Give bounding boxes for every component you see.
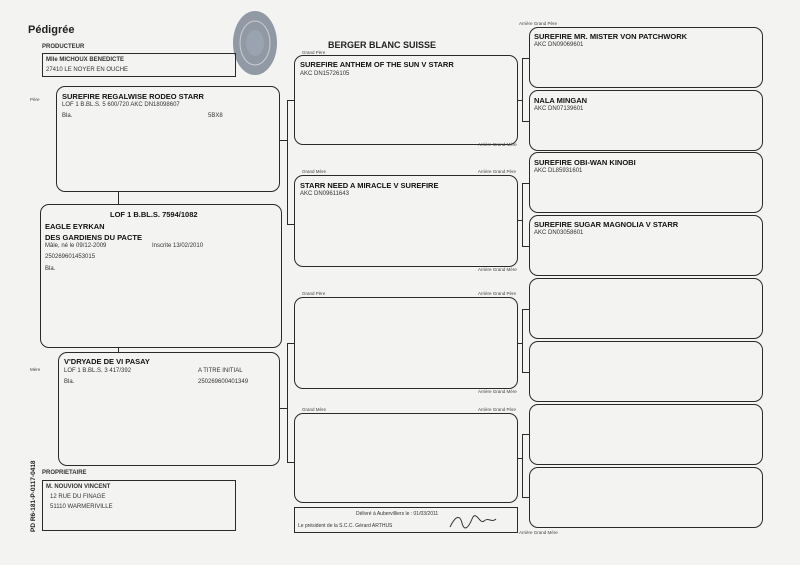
great-grandparent-box-7 [529,404,763,465]
dam-label: Mère [30,367,41,372]
dog-kennel: DES GARDIENS DU PACTE [45,233,142,242]
connector [522,309,523,373]
great-grandparent-box-8 [529,467,763,528]
breed-title: BERGER BLANC SUISSE [328,40,437,50]
dog-lof: LOF 1 B.BL.S. 7594/1082 [110,210,198,219]
ggp3-name: SUREFIRE OBI-WAN KINOBI [534,158,636,167]
connector [522,309,529,310]
gp1-footer: Arrière Grand Mère [478,142,517,147]
producer-name: Mlle MICHOUX BENEDICTE [46,57,125,63]
gp2-reg: AKC DN09611643 [300,191,349,197]
gp4-label: Grand Mère [302,407,327,412]
delivery-text: Délivré à Aubervilliers le : 01/03/2011 [356,511,439,517]
grandparent-box-4 [294,413,518,503]
sire-color: Bla. [62,113,73,119]
connector [522,183,529,184]
gp2-name: STARR NEED A MIRACLE V SUREFIRE [300,181,439,190]
producer-address: 27410 LE NOYER EN OUCHE [46,67,129,73]
great-grandparent-box-6 [529,341,763,402]
connector [522,434,523,498]
gp1-name: SUREFIRE ANTHEM OF THE SUN V STARR [300,60,454,69]
great-grandparent-box-5 [529,278,763,339]
connector [522,246,529,247]
dog-birth: Mâle, né le 09/12-2009 [45,243,107,249]
connector [287,343,288,463]
connector [287,462,294,463]
sire-code: 5BX8 [208,113,223,119]
official-seal-icon [230,8,280,78]
signature-icon [448,513,498,531]
gp2-footer: Arrière Grand Mère [478,267,517,272]
connector [522,58,529,59]
sire-label: Père [30,97,40,102]
ggp1-name: SUREFIRE MR. MISTER VON PATCHWORK [534,32,688,41]
sire-registration: LOF 1 B.BL.S. 5 600/720 AKC DN18098607 [62,102,180,108]
connector [522,434,529,435]
connector [287,100,288,224]
connector [118,192,119,204]
dog-chip: 250269601453015 [45,254,96,260]
connector [287,224,294,225]
gp1-label: Grand Père [302,50,326,55]
connector [522,121,529,122]
gp4-ggp-label: Arrière Grand Père [478,407,517,412]
ggp1-reg: AKC DN09069601 [534,42,584,48]
dam-color: Bla. [64,379,75,385]
gp3-label: Grand Père [302,291,326,296]
gp2-ggp-label: Arrière Grand Père [478,169,517,174]
connector [522,58,523,122]
gp2-label: Grand Mère [302,169,327,174]
gp3-ggp-label: Arrière Grand Père [478,291,517,296]
connector [287,343,294,344]
president-text: Le président de la S.C.C. Gérard ARTHUS [298,523,393,529]
ggp-top-label: Arrière Grand Père [519,21,558,26]
ggp4-reg: AKC DN03058601 [534,230,584,236]
owner-label: PROPRIETAIRE [42,470,87,476]
connector [522,372,529,373]
dam-registration: LOF 1 B.BL.S. 3 417/392 [64,368,132,374]
dog-name: EAGLE EYRKAN [45,222,105,231]
gp1-reg: AKC DN15726105 [300,71,350,77]
ggp2-name: NALA MINGAN [534,96,588,105]
grandparent-box-3 [294,297,518,389]
owner-street: 12 RUE DU FINAGE [50,494,106,500]
dam-name: V'DRYADE DE VI PASAY [64,357,150,366]
owner-city: 51110 WARMERIVILLE [50,504,113,510]
document-code: PD R6-181-P-0117-0418 [30,460,37,532]
connector [287,100,294,101]
dog-color: Bla. [45,266,56,272]
ggm-bottom-label: Arrière Grand Mère [519,530,558,535]
ggp3-reg: AKC DL85931601 [534,168,583,174]
gp3-footer: Arrière Grand Mère [478,389,517,394]
page-title: Pédigrée [28,24,75,36]
ggp2-reg: AKC DN07139601 [534,106,584,112]
owner-name: M. NOUVION VINCENT [46,484,111,490]
dam-chip: 250269600401349 [198,379,249,385]
dam-status: A TITRE INITIAL [198,368,243,374]
sire-name: SUREFIRE REGALWISE RODEO STARR [62,92,204,101]
ggp4-name: SUREFIRE SUGAR MAGNOLIA V STARR [534,220,679,229]
dog-registered: Inscrite 13/02/2010 [152,243,204,249]
connector [522,497,529,498]
connector [522,183,523,247]
producer-label: PRODUCTEUR [42,44,85,50]
